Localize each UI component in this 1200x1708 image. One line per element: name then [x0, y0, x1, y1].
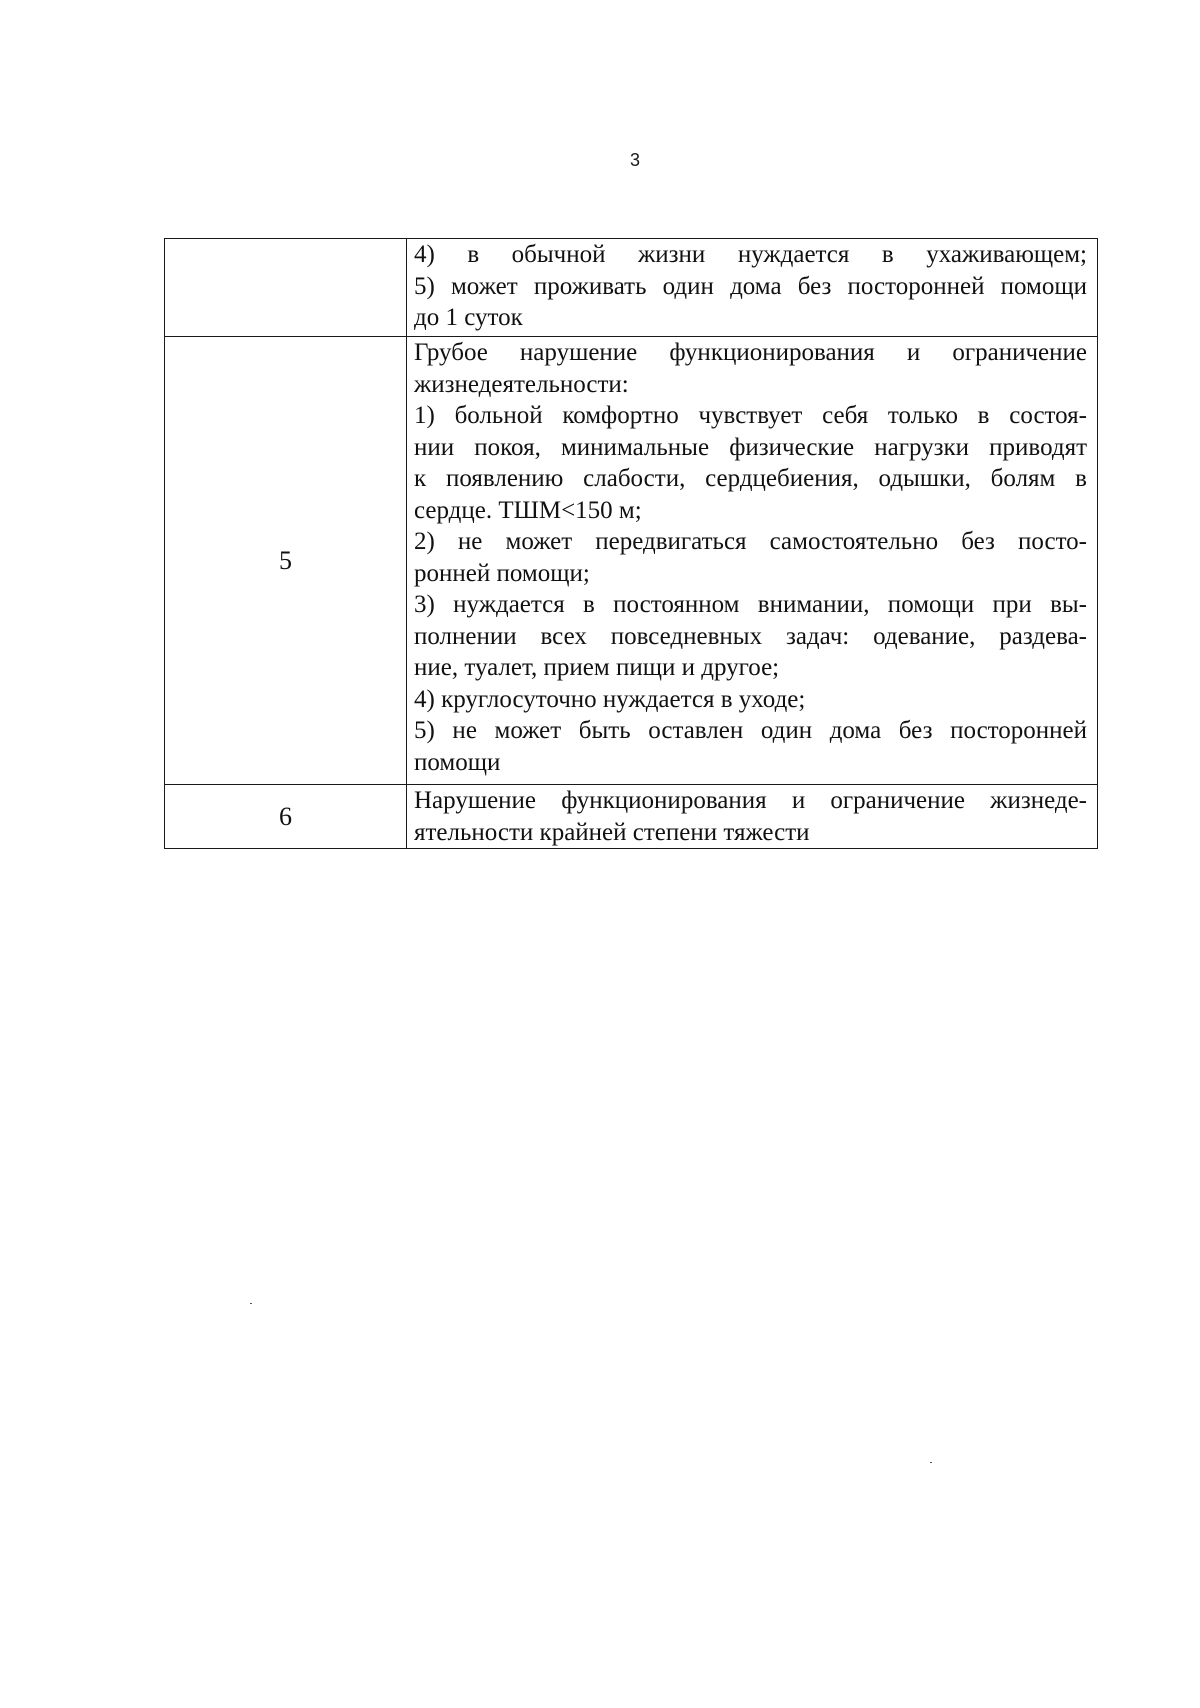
table-row [165, 239, 1098, 337]
description-line: 1) больной комфортно чувствует себя только в состоя- [414, 402, 1087, 429]
severity-number-cell [165, 239, 407, 337]
table-row [165, 785, 1098, 849]
description-cell [407, 337, 1098, 785]
description-line: сердце. ТШМ<150 м; [414, 496, 642, 524]
description-line: Нарушение функционирования и ограничение жизнеде- [414, 787, 1087, 814]
description-line: 4) круглосуточно нуждается в уходе; [414, 685, 806, 713]
description-line: 2) не может передвигаться самостоятельно без посто- [414, 528, 1087, 555]
description-line: к появлению слабости, сердцебиения, одышки, болям в [414, 465, 1087, 492]
description-line: Грубое нарушение функционирования и ограничение [414, 339, 1087, 366]
description-line: ние, туалет, прием пищи и другое; [414, 654, 780, 681]
description-line: 5) может проживать один дома без посторонней помощи [414, 272, 1087, 300]
description-line: нии покоя, минимальные физические нагрузки приводят [414, 433, 1087, 461]
table-row [165, 337, 1098, 785]
description-line: ятельности крайней степени тяжести [414, 818, 810, 846]
description-cell [407, 239, 1098, 337]
description-line: жизнедеятельности: [414, 370, 629, 398]
description-line: полнении всех повседневных задач: одевание, раздева- [414, 622, 1087, 650]
severity-number-cell: 6 [165, 785, 407, 849]
description-cell [407, 785, 1098, 849]
scan-speck [930, 1462, 932, 1463]
description-line: ронней помощи; [414, 559, 590, 587]
description-line: помощи [414, 748, 501, 776]
severity-number-cell: 5 [165, 337, 407, 785]
description-line: 3) нуждается в постоянном внимании, помощи при вы- [414, 591, 1087, 618]
description-line: 5) не может быть оставлен один дома без посторонней [414, 717, 1087, 744]
description-line: 4) в обычной жизни нуждается в ухаживающем; [414, 241, 1087, 268]
scan-speck [250, 1303, 252, 1304]
page-number: 3 [629, 150, 640, 170]
description-line: до 1 суток [414, 304, 523, 331]
severity-table [164, 238, 1098, 849]
